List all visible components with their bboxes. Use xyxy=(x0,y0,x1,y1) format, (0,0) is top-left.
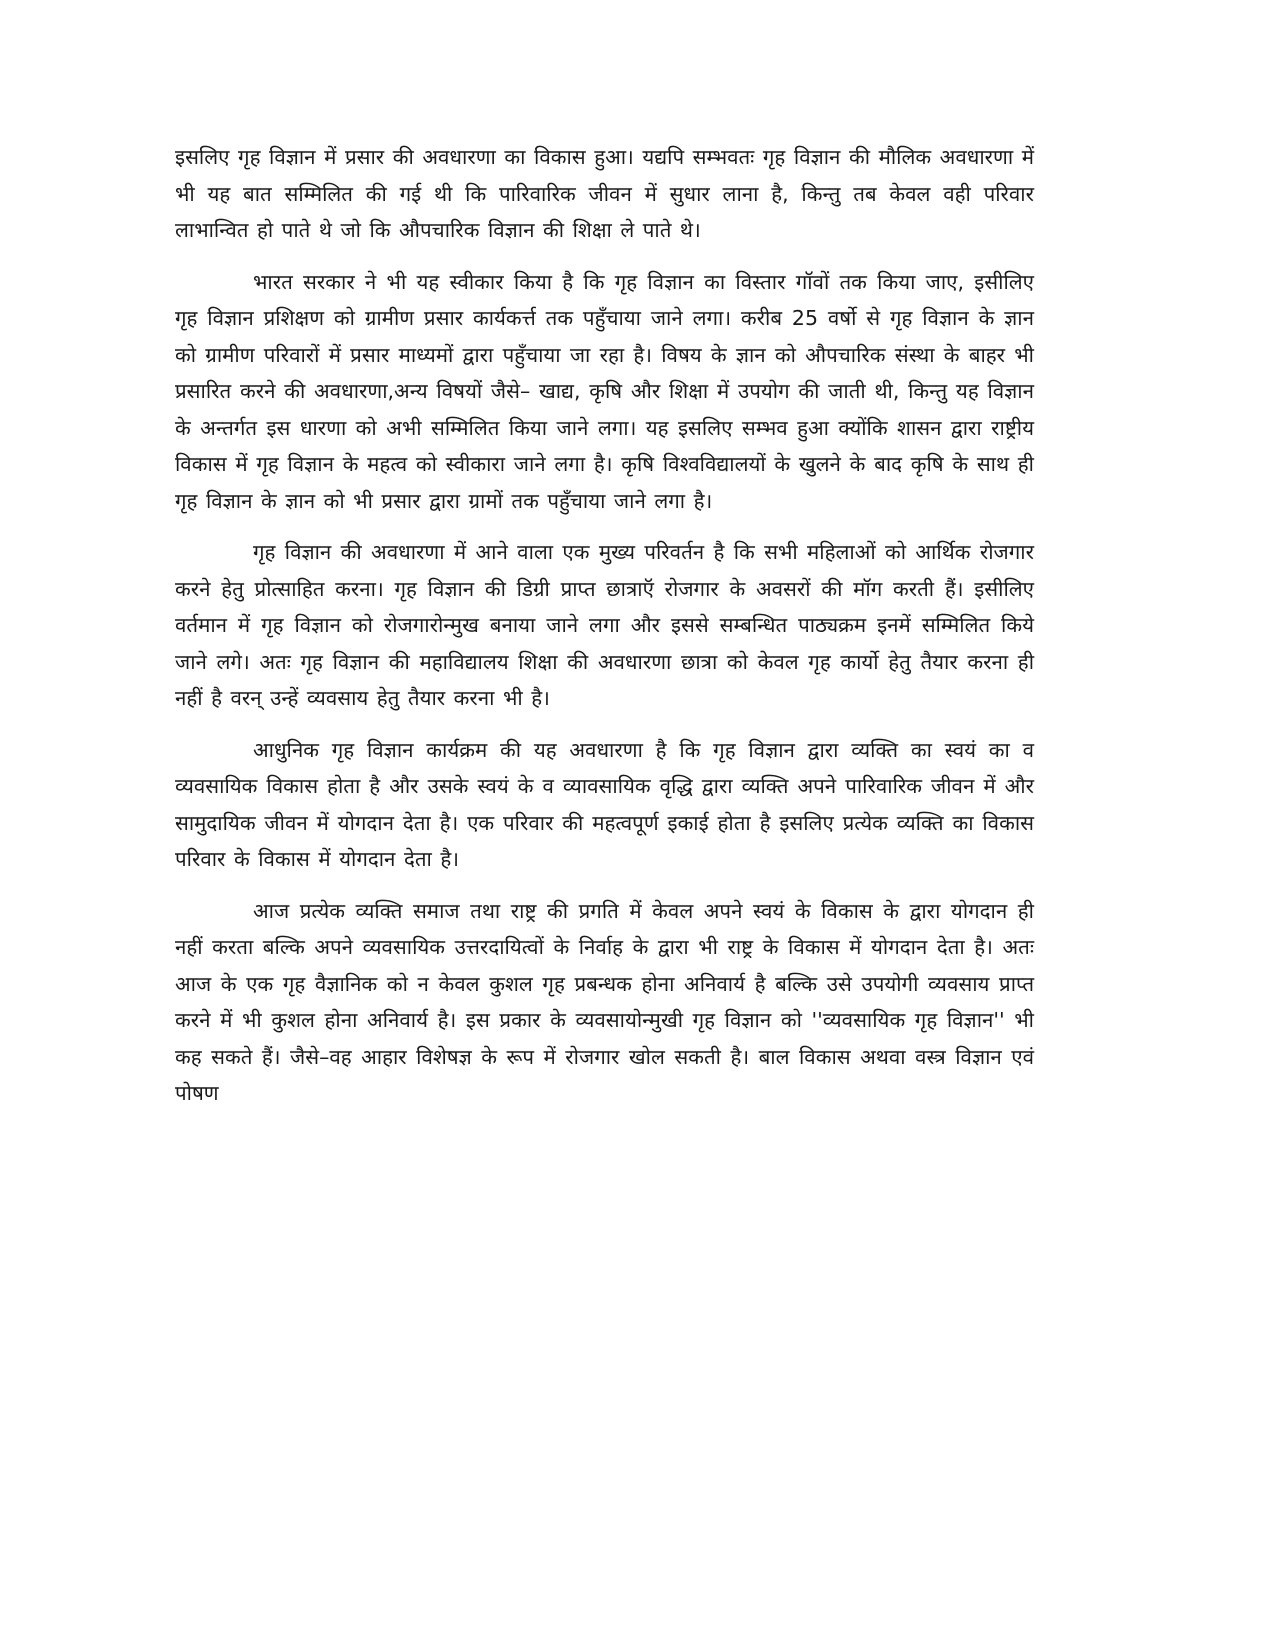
paragraph-2: भारत सरकार ने भी यह स्वीकार किया है कि गृह विज्ञान का विस्तार गॉवों तक किया जाए, इसीलिए गृह विज्ञान प्रशिक्षण को ग्रामीण प्रसार कार्यकर्त्त तक पहुँचाया जाने लगा। करीब 25 वर्षो से गृह विज्ञान के ज्ञान को ग्रामीण परिवारों में प्रसार माध्यमों द्वारा पहुँचाया जा रहा है। विषय के ज्ञान को औपचारिक संस्था के बाहर भी प्रसारित करने की अवधारणा,अन्य विषयों जैसे– खाद्य, कृषि और शिक्षा में उपयोग की जाती थी, किन्तु यह विज्ञान के अन्तर्गत इस धारणा को अभी सम्मिलित किया जाने लगा। यह इसलिए सम्भव हुआ क्योंकि शासन द्वारा राष्ट्रीय विकास में गृह विज्ञान के महत्व को स्वीकारा जाने लगा है। कृषि विश्वविद्यालयों के खुलने के बाद कृषि के साथ ही गृह विज्ञान के ज्ञान को भी प्रसार द्वारा ग्रामों तक पहुँचाया जाने लगा है। xyxy=(175,269,1034,513)
paragraph-5: आज प्रत्येक व्यक्ति समाज तथा राष्ट्र की प्रगति में केवल अपने स्वयं के विकास के द्वारा योगदान ही नहीं करता बल्कि अपने व्यवसायिक उत्तरदायित्वों के निर्वाह के द्वारा भी राष्ट्र के विकास में योगदान देता है। अतः आज के एक गृह वैज्ञानिक को न केवल कुशल गृह प्रबन्धक होना अनिवार्य है बल्कि उसे उपयोगी व्यवसाय प्राप्त करने में भी कुशल होना अनिवार्य है। इस प्रकार के व्यवसायोन्मुखी गृह विज्ञान को ''व्यवसायिक गृह विज्ञान'' भी कह सकते हैं। जैसे–वह आहार विशेषज्ञ के रूप में रोजगार खोल सकती है। बाल विकास अथवा वस्त्र विज्ञान एवं पोषण xyxy=(175,898,1034,1105)
paragraph-3: गृह विज्ञान की अवधारणा में आने वाला एक मुख्य परिवर्तन है कि सभी महिलाओं को आर्थिक रोजगार करने हेतु प्रोत्साहित करना। गृह विज्ञान की डिग्री प्राप्त छात्राऍ रोजगार के अवसरों की मॉग करती हैं। इसीलिए वर्तमान में गृह विज्ञान को रोजगारोन्मुख बनाया जाने लगा और इससे सम्बन्धित पाठ्यक्रम इनमें सम्मिलित किये जाने लगे। अतः गृह विज्ञान की महाविद्यालय शिक्षा की अवधारणा छात्रा को केवल गृह कार्यो हेतु तैयार करना ही नहीं है वरन् उन्हें व्यवसाय हेतु तैयार करना भी है। xyxy=(175,540,1034,710)
document-page xyxy=(175,139,1034,1112)
paragraph-1: इसलिए गृह विज्ञान में प्रसार की अवधारणा का विकास हुआ। यद्यपि सम्भवतः गृह विज्ञान की मौलिक अवधारणा में भी यह बात सम्मिलित की गई थी कि पारिवारिक जीवन में सुधार लाना है, किन्तु तब केवल वही परिवार लाभान्वित हो पाते थे जो कि औपचारिक विज्ञान की शिक्षा ले पाते थे। xyxy=(175,145,1034,242)
paragraph-4: आधुनिक गृह विज्ञान कार्यक्रम की यह अवधारणा है कि गृह विज्ञान द्वारा व्यक्ति का स्वयं का व व्यवसायिक विकास होता है और उसके स्वयं के व व्यावसायिक वृद्धि द्वारा व्यक्ति अपने पारिवारिक जीवन में और सामुदायिक जीवन में योगदान देता है। एक परिवार की महत्वपूर्ण इकाई होता है इसलिए प्रत्येक व्यक्ति का विकास परिवार के विकास में योगदान देता है। xyxy=(175,737,1034,871)
